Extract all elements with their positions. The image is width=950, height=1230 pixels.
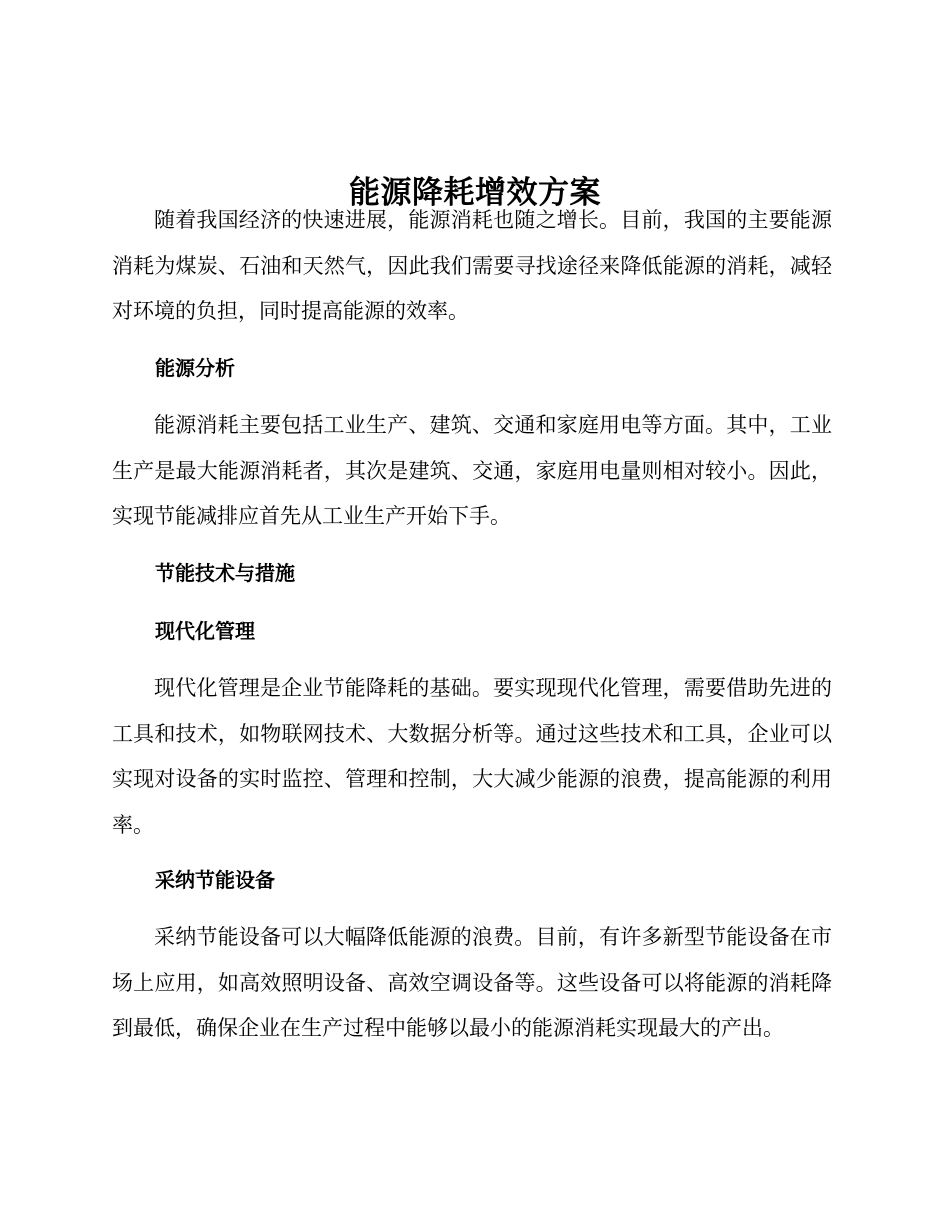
intro-paragraph: 随着我国经济的快速进展，能源消耗也随之增长。目前，我国的主要能源消耗为煤炭、石油和天然气，因此我们需要寻找途径来降低能源的消耗，减轻对环境的负担，同时提高能源的效率。 (112, 208, 832, 323)
section-heading-modern-management: 现代化管理 (155, 619, 255, 643)
section-body-energy-analysis: 能源消耗主要包括工业生产、建筑、交通和家庭用电等方面。其中，工业生产是最大能源消耗者，其次是建筑、交通，家庭用电量则相对较小。因此，实现节能减排应首先从工业生产开始下手。 (112, 413, 832, 528)
section-heading-energy-saving-equipment: 采纳节能设备 (155, 868, 275, 892)
section-body-modern-management: 现代化管理是企业节能降耗的基础。要实现现代化管理，需要借助先进的工具和技术，如物联网技术、大数据分析等。通过这些技术和工具，企业可以实现对设备的实时监控、管理和控制，大大减少能源的浪费，提高能源的利用率。 (112, 676, 832, 837)
document-title: 能源降耗增效方案 (349, 174, 601, 211)
section-heading-energy-analysis: 能源分析 (155, 356, 235, 380)
section-body-energy-saving-equipment: 采纳节能设备可以大幅降低能源的浪费。目前，有许多新型节能设备在市场上应用，如高效照明设备、高效空调设备等。这些设备可以将能源的消耗降到最低，确保企业在生产过程中能够以最小的能源消耗实现最大的产出。 (112, 925, 832, 1040)
section-heading-technology-measures: 节能技术与措施 (155, 561, 295, 585)
